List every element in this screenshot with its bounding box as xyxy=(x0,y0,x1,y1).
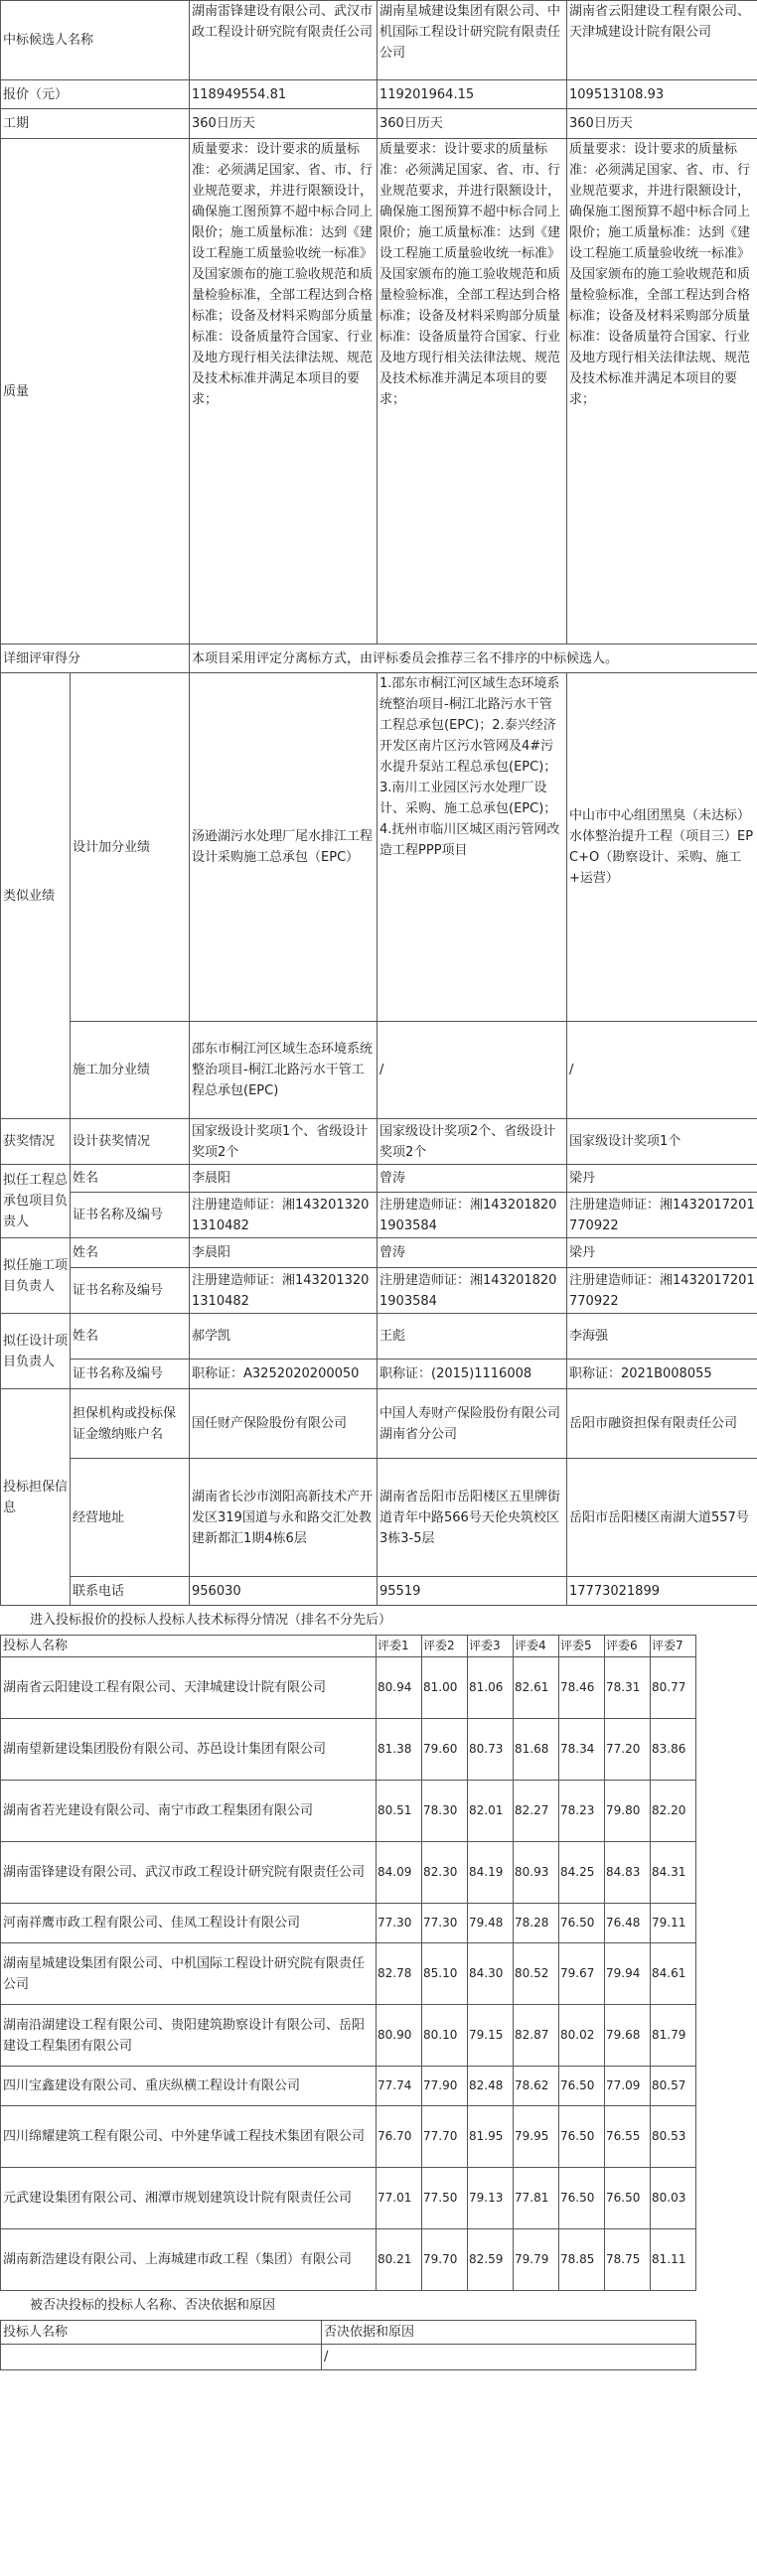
bidder-name: 湖南省若光建设有限公司、南宁市政工程集团有限公司 xyxy=(1,1781,377,1842)
candidate-3-des-pm-name: 李海强 xyxy=(567,1314,757,1360)
score-cell: 80.02 xyxy=(559,2005,605,2067)
bidder-name: 湖南新浩建设有限公司、上海城建市政工程（集团）有限公司 xyxy=(1,2229,377,2291)
score-cell: 78.46 xyxy=(559,1657,605,1719)
page-bottom-space xyxy=(0,2370,757,2470)
score-cell: 80.03 xyxy=(651,2168,696,2229)
score-cell: 79.11 xyxy=(651,1904,696,1943)
candidate-2-con-pm-cert: 注册建造师证：湘1432018201903584 xyxy=(378,1268,567,1314)
scores-header-name: 投标人名称 xyxy=(1,1636,377,1657)
candidate-2-name: 湖南星城建设集团有限公司、中机国际工程设计研究院有限责任公司 xyxy=(378,1,567,80)
score-cell: 80.73 xyxy=(468,1719,514,1781)
label-design-awards: 设计获奖情况 xyxy=(71,1119,190,1165)
scores-header-judge: 评委5 xyxy=(559,1636,605,1657)
table-row xyxy=(1,2229,696,2291)
score-cell: 78.62 xyxy=(514,2067,559,2106)
candidate-2-address: 湖南省岳阳市岳阳楼区五里牌街道青年中路566号天伦央筑校区3栋3-5层 xyxy=(378,1459,567,1577)
score-cell: 79.13 xyxy=(468,2168,514,2229)
bidder-name: 湖南雷锋建设有限公司、武汉市政工程设计研究院有限责任公司 xyxy=(1,1842,377,1904)
candidate-2-construct-perf: / xyxy=(378,1022,567,1119)
score-cell: 79.60 xyxy=(422,1719,468,1781)
candidate-3-con-pm-cert: 注册建造师证：湘1432017201770922 xyxy=(567,1268,757,1314)
bidder-name: 湖南省云阳建设工程有限公司、天津城建设计院有限公司 xyxy=(1,1657,377,1719)
label-gc-pm: 拟任工程总承包项目负责人 xyxy=(1,1165,71,1238)
candidate-1-con-pm-cert: 注册建造师证：湘1432013201310482 xyxy=(190,1268,378,1314)
candidate-3-phone: 17773021899 xyxy=(567,1577,757,1606)
candidate-1-duration: 360日历天 xyxy=(190,109,378,139)
score-cell: 82.87 xyxy=(514,2005,559,2067)
scores-table xyxy=(0,1635,696,2291)
label-con-pm-name: 姓名 xyxy=(71,1238,190,1268)
rejected-header-reason: 否决依据和原因 xyxy=(322,2321,696,2345)
score-cell: 81.79 xyxy=(651,2005,696,2067)
candidate-2-gc-pm-name: 曾涛 xyxy=(378,1165,567,1193)
scores-header-judge: 评委6 xyxy=(605,1636,651,1657)
label-des-pm-name: 姓名 xyxy=(71,1314,190,1360)
candidate-2-price: 119201964.15 xyxy=(378,80,567,109)
score-cell: 79.95 xyxy=(514,2106,559,2168)
rejected-header-row xyxy=(1,2321,696,2345)
score-cell: 79.94 xyxy=(605,1943,651,2005)
score-cell: 84.61 xyxy=(651,1943,696,2005)
label-duration: 工期 xyxy=(1,109,190,139)
scores-header-judge: 评委3 xyxy=(468,1636,514,1657)
candidate-1-guarantee-org: 国任财产保险股份有限公司 xyxy=(190,1389,378,1459)
label-candidate: 中标候选人名称 xyxy=(1,1,190,80)
table-row xyxy=(1,2106,696,2168)
score-cell: 77.30 xyxy=(422,1904,468,1943)
candidate-2-des-pm-name: 王彪 xyxy=(378,1314,567,1360)
score-cell: 77.30 xyxy=(377,1904,422,1943)
scores-header-row xyxy=(1,1636,696,1657)
score-cell: 79.80 xyxy=(605,1781,651,1842)
score-cell: 80.53 xyxy=(651,2106,696,2168)
candidate-1-des-pm-cert: 职称证：A3252020200050 xyxy=(190,1360,378,1389)
candidate-1-construct-perf: 邵东市桐江河区域生态环境系统整治项目-桐江北路污水干管工程总承包(EPC) xyxy=(190,1022,378,1119)
score-cell: 80.94 xyxy=(377,1657,422,1719)
score-cell: 81.06 xyxy=(468,1657,514,1719)
score-cell: 77.81 xyxy=(514,2168,559,2229)
score-cell: 80.21 xyxy=(377,2229,422,2291)
score-cell: 82.20 xyxy=(651,1781,696,1842)
score-cell: 84.83 xyxy=(605,1842,651,1904)
score-cell: 82.61 xyxy=(514,1657,559,1719)
table-row xyxy=(1,1943,696,2005)
table-row xyxy=(1,1904,696,1943)
candidate-3-des-pm-cert: 职称证：2021B008055 xyxy=(567,1360,757,1389)
score-cell: 76.70 xyxy=(377,2106,422,2168)
score-cell: 79.68 xyxy=(605,2005,651,2067)
label-con-pm: 拟任施工项目负责人 xyxy=(1,1238,71,1314)
score-cell: 77.50 xyxy=(422,2168,468,2229)
label-phone: 联系电话 xyxy=(71,1577,190,1606)
score-cell: 82.59 xyxy=(468,2229,514,2291)
label-guarantee: 投标担保信息 xyxy=(1,1389,71,1606)
candidate-1-design-awards: 国家级设计奖项1个、省级设计奖项2个 xyxy=(190,1119,378,1165)
score-cell: 78.75 xyxy=(605,2229,651,2291)
candidate-3-construct-perf: / xyxy=(567,1022,757,1119)
score-cell: 80.10 xyxy=(422,2005,468,2067)
label-awards: 获奖情况 xyxy=(1,1119,71,1165)
score-cell: 79.48 xyxy=(468,1904,514,1943)
table-row xyxy=(1,2005,696,2067)
score-cell: 81.68 xyxy=(514,1719,559,1781)
label-gc-pm-name: 姓名 xyxy=(71,1165,190,1193)
candidate-3-gc-pm-cert: 注册建造师证：湘1432017201770922 xyxy=(567,1193,757,1238)
score-cell: 84.31 xyxy=(651,1842,696,1904)
candidate-3-guarantee-org: 岳阳市融资担保有限责任公司 xyxy=(567,1389,757,1459)
score-cell: 78.30 xyxy=(422,1781,468,1842)
rejected-header-name: 投标人名称 xyxy=(1,2321,322,2345)
score-cell: 84.09 xyxy=(377,1842,422,1904)
bidder-name: 四川绵耀建筑工程有限公司、中外建华诚工程技术集团有限公司 xyxy=(1,2106,377,2168)
candidate-3-design-awards: 国家级设计奖项1个 xyxy=(567,1119,757,1165)
candidate-3-duration: 360日历天 xyxy=(567,109,757,139)
score-cell: 81.11 xyxy=(651,2229,696,2291)
score-cell: 78.34 xyxy=(559,1719,605,1781)
score-cell: 78.31 xyxy=(605,1657,651,1719)
score-cell: 76.50 xyxy=(559,2168,605,2229)
detail-score-note: 本项目采用评定分离标方式，由评标委员会推荐三名不排序的中标候选人。 xyxy=(190,644,757,673)
score-cell: 76.50 xyxy=(605,2168,651,2229)
score-cell: 79.70 xyxy=(422,2229,468,2291)
candidate-1-quality: 质量要求：设计要求的质量标准：必须满足国家、省、市、行业规范要求，并进行限额设计，确保施工图预算不超中标合同上限价；施工质量标准：达到《建设工程施工质量验收统一标准》及国家颁布的施工验收规范和质量检验标准，全部工程达到合格标准；设备及材料采购部分质量标准：设备质量符合国家、行业及地方现行相关法律法规、规范及技术标准并满足本项目的要求； xyxy=(190,139,378,644)
scores-header-judge: 评委2 xyxy=(422,1636,468,1657)
score-cell: 81.95 xyxy=(468,2106,514,2168)
bidder-name: 湖南星城建设集团有限公司、中机国际工程设计研究院有限责任公司 xyxy=(1,1943,377,2005)
table-row xyxy=(1,2067,696,2106)
score-cell: 80.77 xyxy=(651,1657,696,1719)
rejected-name xyxy=(1,2345,322,2370)
score-cell: 82.78 xyxy=(377,1943,422,2005)
candidate-1-des-pm-name: 郝学凯 xyxy=(190,1314,378,1360)
score-cell: 77.01 xyxy=(377,2168,422,2229)
rejected-reason: / xyxy=(322,2345,696,2370)
score-cell: 77.70 xyxy=(422,2106,468,2168)
label-con-pm-cert: 证书名称及编号 xyxy=(71,1268,190,1314)
score-cell: 80.51 xyxy=(377,1781,422,1842)
scores-caption: 进入投标报价的投标人投标人技术标得分情况（排名不分先后） xyxy=(30,1613,392,1628)
score-cell: 81.38 xyxy=(377,1719,422,1781)
score-cell: 77.90 xyxy=(422,2067,468,2106)
score-cell: 78.85 xyxy=(559,2229,605,2291)
table-row xyxy=(1,1719,696,1781)
score-cell: 76.55 xyxy=(605,2106,651,2168)
candidate-3-address: 岳阳市岳阳楼区南湖大道557号 xyxy=(567,1459,757,1577)
bidder-name: 湖南沿湖建设工程有限公司、贵阳建筑勘察设计有限公司、岳阳建设工程集团有限公司 xyxy=(1,2005,377,2067)
score-cell: 81.00 xyxy=(422,1657,468,1719)
candidate-1-con-pm-name: 李晨阳 xyxy=(190,1238,378,1268)
scores-header-judge: 评委7 xyxy=(651,1636,696,1657)
rejected-caption: 被否决投标的投标人名称、否决依据和原因 xyxy=(30,2298,276,2313)
bidder-name: 河南祥鹰市政工程有限公司、佳凤工程设计有限公司 xyxy=(1,1904,377,1943)
score-cell: 79.67 xyxy=(559,1943,605,2005)
score-cell: 76.50 xyxy=(559,1904,605,1943)
table-row xyxy=(1,2345,696,2370)
bidder-name: 湖南望新建设集团股份有限公司、苏邑设计集团有限公司 xyxy=(1,1719,377,1781)
candidate-3-gc-pm-name: 梁丹 xyxy=(567,1165,757,1193)
candidate-2-gc-pm-cert: 注册建造师证：湘1432018201903584 xyxy=(378,1193,567,1238)
score-cell: 84.30 xyxy=(468,1943,514,2005)
score-cell: 79.15 xyxy=(468,2005,514,2067)
score-cell: 80.57 xyxy=(651,2067,696,2106)
label-detail-score: 详细评审得分 xyxy=(1,644,190,673)
score-cell: 77.20 xyxy=(605,1719,651,1781)
score-cell: 80.93 xyxy=(514,1842,559,1904)
candidate-2-guarantee-org: 中国人寿财产保险股份有限公司湖南省分公司 xyxy=(378,1389,567,1459)
candidate-1-name: 湖南雷锋建设有限公司、武汉市政工程设计研究院有限责任公司 xyxy=(190,1,378,80)
score-cell: 76.48 xyxy=(605,1904,651,1943)
candidate-2-design-perf: 1.邵东市桐江河区域生态环境系统整治项目-桐江北路污水干管工程总承包(EPC)；2.泰兴经济开发区南片区污水管网及4#污水提升泵站工程总承包(EPC)；3.南川工业园区污水处理厂设计、采购、施工总承包(EPC)；4.抚州市临川区城区雨污管网改造工程PPP项目 xyxy=(378,673,567,1022)
label-construct-perf: 施工加分业绩 xyxy=(71,1022,190,1119)
scores-header-judge: 评委1 xyxy=(377,1636,422,1657)
candidate-1-price: 118949554.81 xyxy=(190,80,378,109)
score-cell: 77.09 xyxy=(605,2067,651,2106)
bidder-name: 元武建设集团有限公司、湘潭市规划建筑设计院有限责任公司 xyxy=(1,2168,377,2229)
score-cell: 76.50 xyxy=(559,2067,605,2106)
table-row xyxy=(1,1657,696,1719)
score-cell: 80.52 xyxy=(514,1943,559,2005)
score-cell: 82.27 xyxy=(514,1781,559,1842)
candidate-1-phone: 956030 xyxy=(190,1577,378,1606)
scores-header-judge: 评委4 xyxy=(514,1636,559,1657)
score-cell: 79.79 xyxy=(514,2229,559,2291)
candidate-1-gc-pm-name: 李晨阳 xyxy=(190,1165,378,1193)
score-cell: 85.10 xyxy=(422,1943,468,2005)
score-cell: 76.50 xyxy=(559,2106,605,2168)
table-row xyxy=(1,1842,696,1904)
table-row xyxy=(1,2168,696,2229)
candidate-1-design-perf: 汤逊湖污水处理厂尾水排江工程设计采购施工总承包（EPC） xyxy=(190,673,378,1022)
label-des-pm-cert: 证书名称及编号 xyxy=(71,1360,190,1389)
candidate-3-design-perf: 中山市中心组团黑臭（未达标）水体整治提升工程（项目三）EPC+O（勘察设计、采购、施工+运营） xyxy=(567,673,757,1022)
rejected-table xyxy=(0,2320,696,2370)
label-similar: 类似业绩 xyxy=(1,673,71,1119)
candidate-1-gc-pm-cert: 注册建造师证：湘1432013201310482 xyxy=(190,1193,378,1238)
bidder-name: 四川宝鑫建设有限公司、重庆纵横工程设计有限公司 xyxy=(1,2067,377,2106)
label-gc-pm-cert: 证书名称及编号 xyxy=(71,1193,190,1238)
table-row xyxy=(1,1781,696,1842)
score-cell: 82.01 xyxy=(468,1781,514,1842)
score-cell: 84.19 xyxy=(468,1842,514,1904)
label-address: 经营地址 xyxy=(71,1459,190,1577)
candidate-2-des-pm-cert: 职称证：(2015)1116008 xyxy=(378,1360,567,1389)
candidate-3-quality: 质量要求：设计要求的质量标准：必须满足国家、省、市、行业规范要求，并进行限额设计，确保施工图预算不超中标合同上限价；施工质量标准：达到《建设工程施工质量验收统一标准》及国家颁布的施工验收规范和质量检验标准，全部工程达到合格标准；设备及材料采购部分质量标准：设备质量符合国家、行业及地方现行相关法律法规、规范及技术标准并满足本项目的要求； xyxy=(567,139,757,644)
candidate-2-phone: 95519 xyxy=(378,1577,567,1606)
score-cell: 82.30 xyxy=(422,1842,468,1904)
label-quality: 质量 xyxy=(1,139,190,644)
score-cell: 78.23 xyxy=(559,1781,605,1842)
score-cell: 82.48 xyxy=(468,2067,514,2106)
candidate-2-design-awards: 国家级设计奖项2个、省级设计奖项2个 xyxy=(378,1119,567,1165)
candidate-3-con-pm-name: 梁丹 xyxy=(567,1238,757,1268)
score-cell: 84.25 xyxy=(559,1842,605,1904)
candidate-2-duration: 360日历天 xyxy=(378,109,567,139)
score-cell: 78.28 xyxy=(514,1904,559,1943)
candidate-3-name: 湖南省云阳建设工程有限公司、天津城建设计院有限公司 xyxy=(567,1,757,80)
label-design-perf: 设计加分业绩 xyxy=(71,673,190,1022)
score-cell: 83.86 xyxy=(651,1719,696,1781)
label-guarantee-org: 担保机构或投标保证金缴纳账户名 xyxy=(71,1389,190,1459)
label-price: 报价（元） xyxy=(1,80,190,109)
candidate-2-quality: 质量要求：设计要求的质量标准：必须满足国家、省、市、行业规范要求，并进行限额设计，确保施工图预算不超中标合同上限价；施工质量标准：达到《建设工程施工质量验收统一标准》及国家颁布的施工验收规范和质量检验标准，全部工程达到合格标准；设备及材料采购部分质量标准：设备质量符合国家、行业及地方现行相关法律法规、规范及技术标准并满足本项目的要求； xyxy=(378,139,567,644)
score-cell: 80.90 xyxy=(377,2005,422,2067)
candidate-3-price: 109513108.93 xyxy=(567,80,757,109)
candidate-2-con-pm-name: 曾涛 xyxy=(378,1238,567,1268)
score-cell: 77.74 xyxy=(377,2067,422,2106)
label-des-pm: 拟任设计项目负责人 xyxy=(1,1314,71,1389)
candidate-1-address: 湖南省长沙市浏阳高新技术产开发区319国道与永和路交汇处教建新都汇1期4栋6层 xyxy=(190,1459,378,1577)
